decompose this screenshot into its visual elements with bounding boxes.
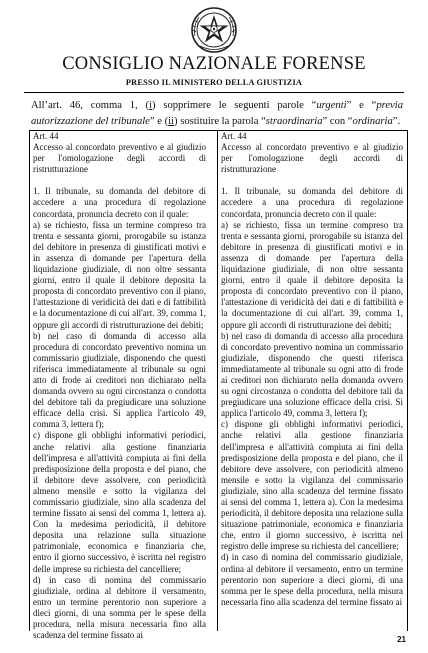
article-title: Accesso al concordato preventivo e al giudizio per l'omologazione degli accordi di ristrutturazione (221, 142, 403, 175)
page-number: 21 (397, 635, 406, 644)
marker-ii: ii (168, 115, 175, 127)
paragraph: b) nel caso di domanda di accesso alla procedura di concordato preventivo nomina un commissario giudiziale, disponendo che questi riferisca immediatamente al tribunale su ogni atto di frode ai creditori non dichiarato nella domanda ovvero su ogni circostanza o condotta del debitore tali da pregiudicare una soluzione efficace della crisi. Si applica l'articolo 49, comma 3, lettera f); (33, 330, 206, 430)
original-text-column (30, 131, 210, 641)
marker-i: i (149, 100, 152, 111)
paragraph: b) nel caso di domanda di accesso alla procedura di concordato preventivo nomina un commissario giudiziale, disponendo che questi riferisca immediatamente al tribunale su ogni atto di frode ai creditori non dichiarato nella domanda ovvero su ogni circostanza o condotta del debitore tali da pregiudicare una soluzione efficace della crisi. Si applica l'articolo 49, comma 3, lettera f); (221, 330, 403, 419)
paragraph: 1. Il tribunale, su domanda del debitore di accedere a una procedura di regolazione concordata, pronuncia decreto con il quale: (33, 186, 206, 219)
paragraph: 1. Il tribunale, su domanda del debitore di accedere a una procedura di regolazione concordata, pronuncia decreto con il quale: (221, 186, 403, 219)
article-heading: Art. 44 (33, 131, 59, 141)
article-heading: Art. 44 (221, 131, 247, 141)
paragraph: c) dispone gli obblighi informativi periodici, anche relativi alla gestione finanziaria dell'impresa e all'attività compiuta ai fini della predisposizione della proposta e del piano, che il debitore deve assolvere, con periodicità almeno mensile e sotto la vigilanza del commissario giudiziale, sino alla scadenza del termine fissato ai sensi del comma 1, lettera a). Con la medesima periodicità, il debitore deposita una relazione sulla situazione patrimoniale, economica e finanziaria che, entro il giorno successivo, è iscritta nel registro delle imprese su richiesta del cancelliere; (221, 419, 403, 552)
paragraph: c) dispone gli obblighi informativi periodici, anche relativi alla gestione finanziaria dell'impresa e all'attività compiuta ai fini della predisposizione della proposta e del piano, che il debitore deve assolvere, con periodicità almeno mensile e sotto la vigilanza del commissario giudiziale, sino alla scadenza del termine fissato ai sensi del comma 1, lettera a). Con la medesima periodicità, il debitore deposita una relazione sulla situazione patrimoniale, economica e finanziaria che, entro il giorno successivo, è iscritta nel registro delle imprese su richiesta del cancelliere; (33, 430, 206, 574)
organization-title: CONSIGLIO NAZIONALE FORENSE (62, 54, 366, 74)
article-title: Accesso al concordato preventivo e al giudizio per l'omologazione degli accordi di ristrutturazione (33, 142, 206, 175)
organization-subtitle: PRESSO IL MINISTERO DELLA GIUSTIZIA (125, 78, 303, 87)
amendment-instruction: All’art. 46, comma 1, (i) sopprimere le seguenti parole “urgenti” e “previa autorizzazione del tribunale” e (ii) sostituire la parola “straordinaria” con “ordinaria”. (31, 100, 403, 127)
amended-text-column (218, 131, 407, 631)
paragraph: a) se richiesto, fissa un termine compreso tra trenta e sessanta giorni, prorogabile su istanza del debitore in presenza di giustificati motivi e in assenza di domande per l'apertura della liquidazione giudiziale, di non oltre sessanta giorni, entro il quale il debitore deposita la proposta di concordato preventivo con il piano, l'attestazione di veridicità dei dati e di fattibilità e la documentazione di cui all'art. 39, comma 1, oppure gli accordi di ristrutturazione dei debiti; (221, 219, 403, 330)
header-divider (24, 92, 404, 93)
paragraph: d) in caso di nomina del commissario giudiziale, ordina al debitore il versamento, entro un termine perentorio non superiore a dieci giorni, di una somma per le spese della procedura, nella misura necessaria fino alla scadenza del termine fissato ai (33, 574, 206, 641)
republic-emblem-icon (190, 6, 238, 54)
paragraph: a) se richiesto, fissa un termine compreso tra trenta e sessanta giorni, prorogabile su istanza del debitore in presenza di giustificati motivi e in assenza di domande per l'apertura della liquidazione giudiziale, di non oltre sessanta giorni, entro il quale il debitore deposita la proposta di concordato preventivo con il piano, l'attestazione di veridicità dei dati e di fattibilità e la documentazione di cui all'art. 39, comma 1, oppure gli accordi di ristrutturazione dei debiti; (33, 219, 206, 330)
paragraph: d) in caso di nomina del commissario giudiziale, ordina al debitore il versamento, entro un termine perentorio non superiore a dieci giorni, di una somma per le spese della procedura, nella misura necessaria fino alla scadenza del termine fissato ai (221, 552, 403, 607)
